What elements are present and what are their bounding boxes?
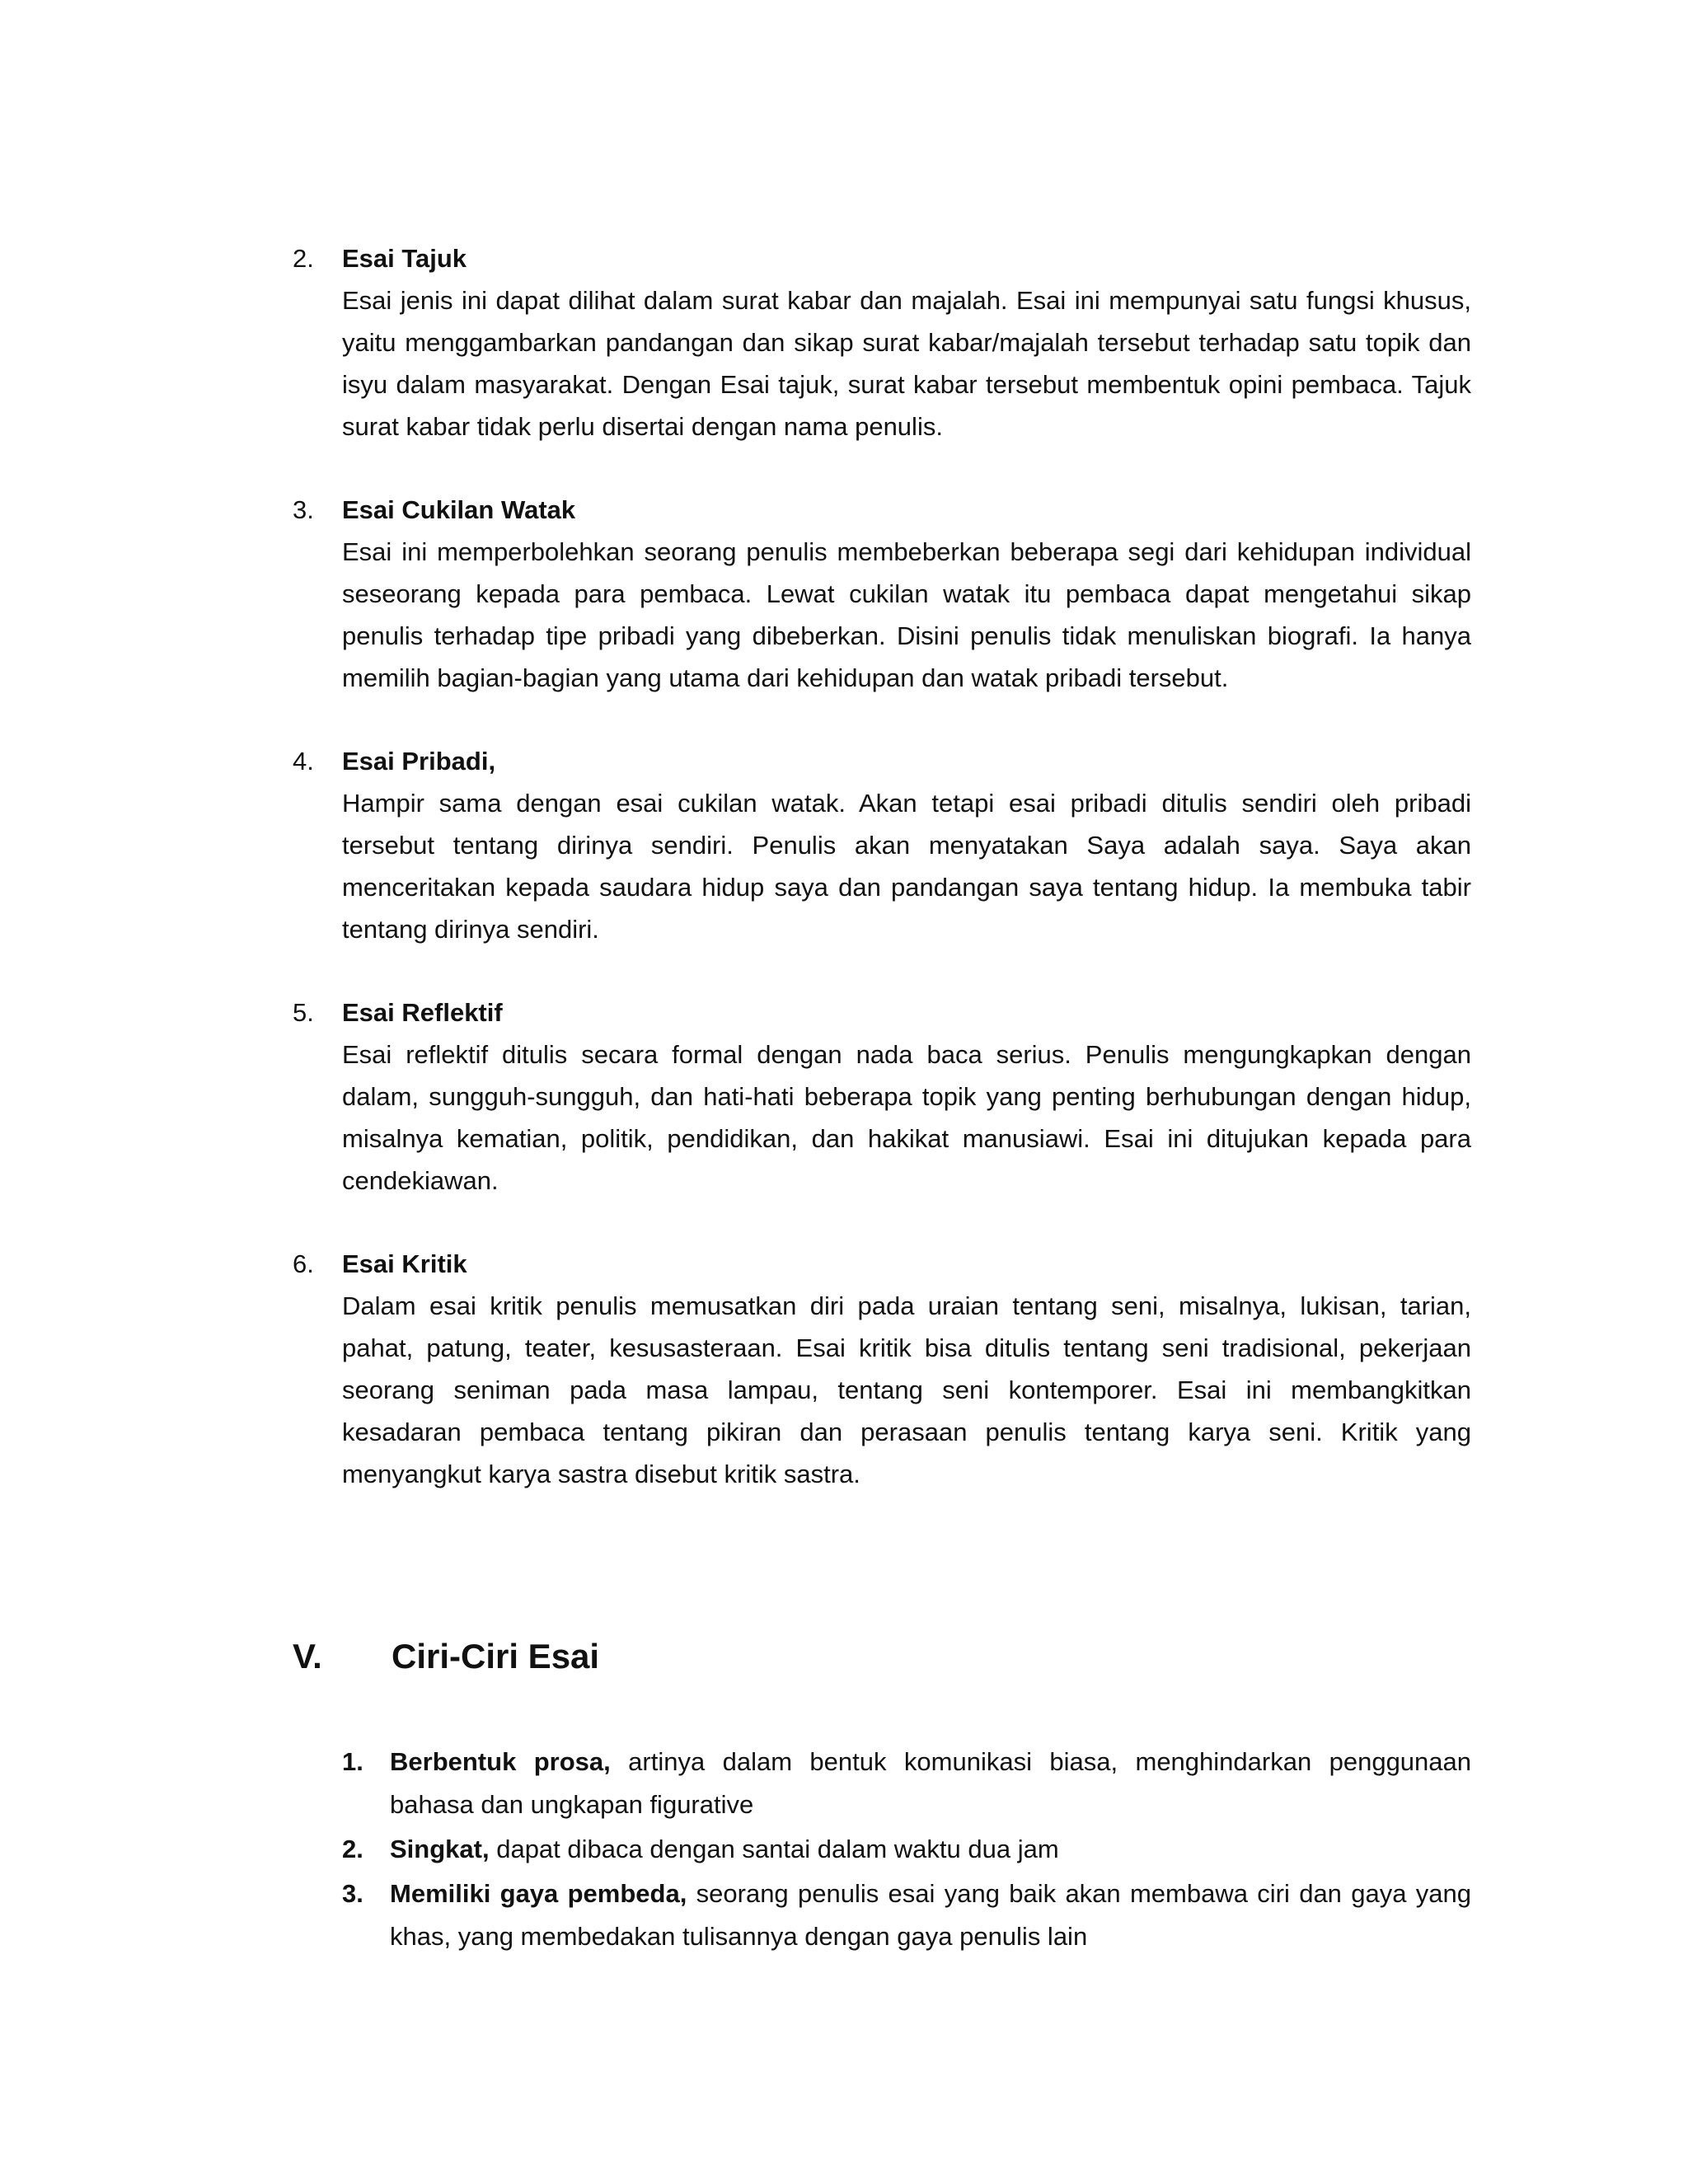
list-item-number: 6. xyxy=(293,1249,314,1278)
list-item xyxy=(293,991,1471,1202)
list-item-number: 3. xyxy=(342,1879,363,1908)
list-item xyxy=(342,1828,1471,1871)
essay-types-list xyxy=(293,237,1471,1536)
list-item-number: 1. xyxy=(342,1747,363,1776)
list-item-text: artinya dalam bentuk komunikasi biasa, menghindarkan penggunaan bahasa dan ungkapan figurative xyxy=(390,1747,1472,1819)
characteristics-list xyxy=(342,1741,1471,1960)
list-item-title: Esai Pribadi, xyxy=(342,747,496,776)
list-item-title: Esai Tajuk xyxy=(342,244,467,273)
list-item-number: 3. xyxy=(293,495,314,524)
list-item-number: 2. xyxy=(293,244,314,273)
list-item-number: 2. xyxy=(342,1835,363,1863)
list-item-term: Singkat, xyxy=(390,1835,490,1863)
list-item-number: 4. xyxy=(293,747,314,776)
list-item-number: 5. xyxy=(293,998,314,1027)
list-item-term: Memiliki gaya pembeda, xyxy=(390,1879,687,1908)
list-item-body: Esai reflektif ditulis secara formal dengan nada baca serius. Penulis mengungkapkan dengan dalam, sungguh-sungguh, dan hati-hati beberapa topik yang penting berhubungan dengan hidup, misalnya kematian, politik, pendidikan, dan hakikat manusiawi. Esai ini ditujukan kepada para cendekiawan. xyxy=(342,1040,1471,1195)
list-item xyxy=(293,1243,1471,1495)
list-item xyxy=(342,1872,1471,1958)
list-item xyxy=(342,1741,1471,1826)
list-item-text: dapat dibaca dengan santai dalam waktu dua jam xyxy=(489,1835,1059,1863)
section-heading xyxy=(293,1632,1471,1681)
list-item-body: Hampir sama dengan esai cukilan watak. Akan tetapi esai pribadi ditulis sendiri oleh pribadi tersebut tentang dirinya sendiri. Penulis akan menyatakan Saya adalah saya. Saya akan menceritakan kepada saudara hidup saya dan pandangan saya tentang hidup. Ia membuka tabir tentang dirinya sendiri. xyxy=(342,789,1471,944)
list-item-title: Esai Reflektif xyxy=(342,998,503,1027)
list-item-title: Esai Kritik xyxy=(342,1249,467,1278)
list-item-body: Esai ini memperbolehkan seorang penulis membeberkan beberapa segi dari kehidupan individual seseorang kepada para pembaca. Lewat cukilan watak itu pembaca dapat mengetahui sikap penulis terhadap tipe pribadi yang dibeberkan. Disini penulis tidak menuliskan biografi. Ia hanya memilih bagian-bagian yang utama dari kehidupan dan watak pribadi tersebut. xyxy=(342,537,1471,692)
list-item-text: seorang penulis esai yang baik akan membawa ciri dan gaya yang khas, yang membedakan tulisannya dengan gaya penulis lain xyxy=(390,1879,1471,1951)
list-item-body: Esai jenis ini dapat dilihat dalam surat kabar dan majalah. Esai ini mempunyai satu fungsi khusus, yaitu menggambarkan pandangan dan sikap surat kabar/majalah tersebut terhadap satu topik dan isyu dalam masyarakat. Dengan Esai tajuk, surat kabar tersebut membentuk opini pembaca. Tajuk surat kabar tidak perlu disertai dengan nama penulis. xyxy=(342,286,1471,441)
list-item xyxy=(293,740,1471,950)
list-item-body: Dalam esai kritik penulis memusatkan diri pada uraian tentang seni, misalnya, lukisan, tarian, pahat, patung, teater, kesusasteraan. Esai kritik bisa ditulis tentang seni tradisional, pekerjaan seorang seniman pada masa lampau, tentang seni kontemporer. Esai ini membangkitkan kesadaran pembaca tentang pikiran dan perasaan penulis tentang karya seni. Kritik yang menyangkut karya sastra disebut kritik sastra. xyxy=(342,1291,1471,1488)
list-item xyxy=(293,237,1471,448)
list-item-term: Berbentuk prosa, xyxy=(390,1747,611,1776)
section-number: V. xyxy=(293,1637,322,1675)
section-title: Ciri-Ciri Esai xyxy=(392,1637,600,1675)
list-item-title: Esai Cukilan Watak xyxy=(342,495,576,524)
list-item xyxy=(293,489,1471,699)
